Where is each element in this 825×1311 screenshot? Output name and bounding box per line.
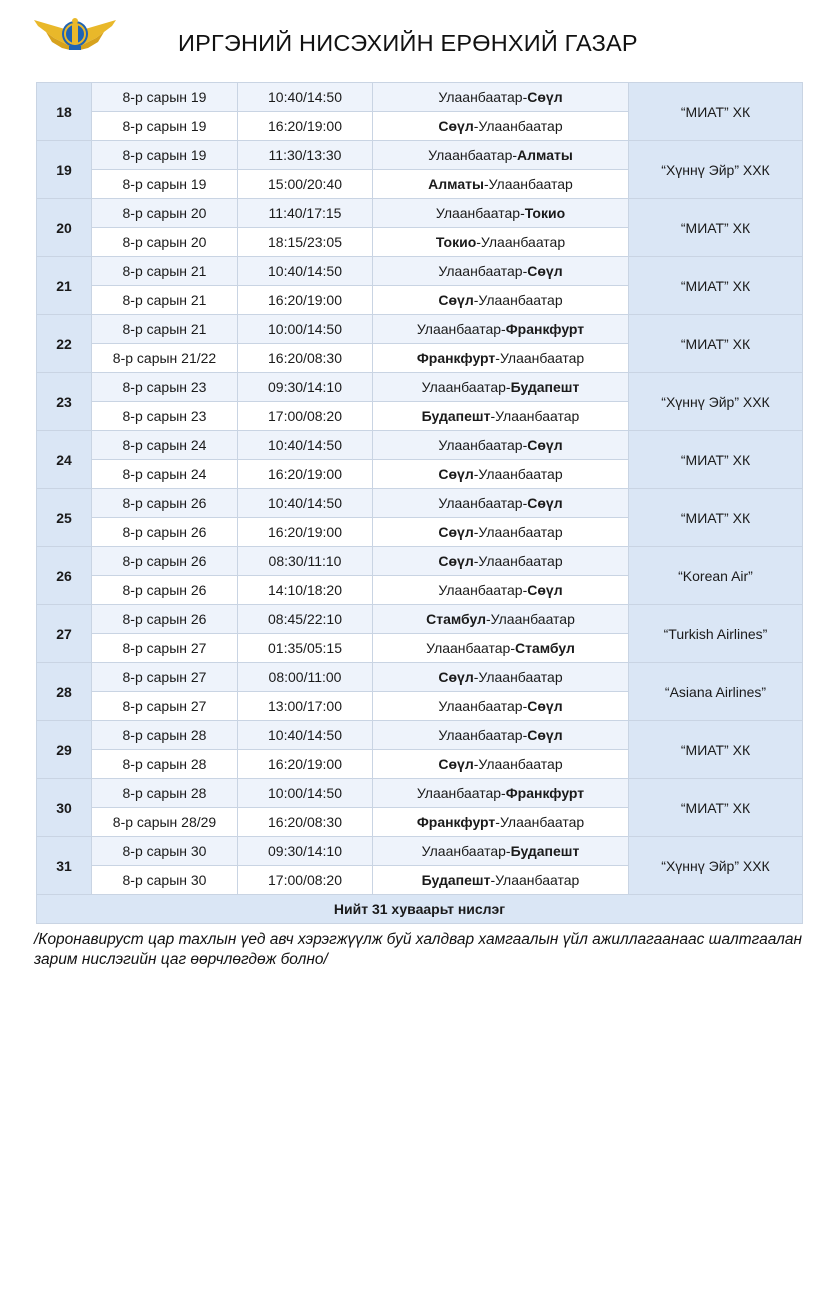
flight-number: 24 [37, 431, 92, 489]
flight-date: 8-р сарын 19 [92, 141, 238, 170]
flight-time: 10:00/14:50 [238, 315, 373, 344]
route-destination: -Улаанбаатар [473, 669, 563, 685]
route-origin: Улаанбаатар- [421, 843, 511, 859]
flight-time: 10:40/14:50 [238, 489, 373, 518]
flight-date: 8-р сарын 28/29 [92, 808, 238, 837]
flight-date: 8-р сарын 27 [92, 634, 238, 663]
flight-time: 16:20/19:00 [238, 460, 373, 489]
flight-time: 17:00/08:20 [238, 402, 373, 431]
airline-name: “МИАТ” ХК [629, 721, 803, 779]
flight-date: 8-р сарын 19 [92, 83, 238, 112]
flight-number: 18 [37, 83, 92, 141]
route-origin: Улаанбаатар- [438, 89, 528, 105]
flight-number: 31 [37, 837, 92, 895]
total-row [37, 895, 803, 924]
route-origin: Сөүл [438, 524, 474, 540]
flight-schedule-table [36, 82, 803, 924]
flight-number: 27 [37, 605, 92, 663]
route-destination: Сөүл [527, 727, 563, 743]
civil-aviation-emblem-icon [32, 12, 118, 60]
flight-route [373, 460, 629, 489]
airline-name: “Asiana Airlines” [629, 663, 803, 721]
flight-date: 8-р сарын 21 [92, 315, 238, 344]
route-destination: Сөүл [527, 582, 563, 598]
route-origin: Улаанбаатар- [438, 582, 528, 598]
flight-number: 21 [37, 257, 92, 315]
flight-date: 8-р сарын 19 [92, 170, 238, 199]
route-destination: Будапешт [510, 843, 580, 859]
flight-date: 8-р сарын 19 [92, 112, 238, 141]
airline-name: “Хүннү Эйр” ХХК [629, 373, 803, 431]
airline-name: “МИАТ” ХК [629, 257, 803, 315]
route-origin: Алматы [428, 176, 484, 192]
flight-time: 10:00/14:50 [238, 779, 373, 808]
route-destination: -Улаанбаатар [473, 118, 563, 134]
route-destination: -Улаанбаатар [495, 814, 585, 830]
flight-route [373, 228, 629, 257]
flight-leg-row [37, 663, 803, 692]
flight-leg-row [37, 779, 803, 808]
airline-name: “МИАТ” ХК [629, 779, 803, 837]
flight-leg-row [37, 141, 803, 170]
route-origin: Сөүл [438, 669, 474, 685]
route-origin: Сөүл [438, 756, 474, 772]
flight-time: 16:20/08:30 [238, 344, 373, 373]
flight-time: 16:20/08:30 [238, 808, 373, 837]
route-destination: Алматы [517, 147, 573, 163]
flight-date: 8-р сарын 28 [92, 750, 238, 779]
route-destination: Сөүл [527, 263, 563, 279]
route-origin: Улаанбаатар- [438, 437, 528, 453]
route-destination: Сөүл [527, 698, 563, 714]
route-destination: -Улаанбаатар [473, 466, 563, 482]
route-destination: -Улаанбаатар [473, 524, 563, 540]
flight-route [373, 315, 629, 344]
airline-name: “Хүннү Эйр” ХХК [629, 837, 803, 895]
flight-date: 8-р сарын 30 [92, 837, 238, 866]
route-origin: Токио [435, 234, 477, 250]
airline-name: “Хүннү Эйр” ХХК [629, 141, 803, 199]
airline-name: “МИАТ” ХК [629, 489, 803, 547]
flight-date: 8-р сарын 28 [92, 779, 238, 808]
flight-leg-row [37, 605, 803, 634]
route-origin: Улаанбаатар- [438, 727, 528, 743]
flight-route [373, 750, 629, 779]
flight-leg-row [37, 257, 803, 286]
flight-time: 10:40/14:50 [238, 257, 373, 286]
route-destination: -Улаанбаатар [476, 234, 566, 250]
route-origin: Улаанбаатар- [416, 321, 506, 337]
flight-date: 8-р сарын 26 [92, 518, 238, 547]
route-destination: -Улаанбаатар [473, 553, 563, 569]
flight-time: 01:35/05:15 [238, 634, 373, 663]
route-origin: Будапешт [421, 408, 491, 424]
route-destination: Токио [524, 205, 566, 221]
flight-time: 18:15/23:05 [238, 228, 373, 257]
flight-time: 16:20/19:00 [238, 112, 373, 141]
flight-route [373, 431, 629, 460]
route-origin: Улаанбаатар- [435, 205, 525, 221]
flight-number: 23 [37, 373, 92, 431]
flight-route [373, 663, 629, 692]
total-label: Нийт 31 хуваарьт нислэг [37, 895, 803, 924]
flight-route [373, 547, 629, 576]
flight-date: 8-р сарын 24 [92, 460, 238, 489]
flight-route [373, 489, 629, 518]
flight-date: 8-р сарын 27 [92, 692, 238, 721]
route-destination: -Улаанбаатар [473, 756, 563, 772]
flight-route [373, 576, 629, 605]
flight-date: 8-р сарын 23 [92, 373, 238, 402]
flight-time: 11:30/13:30 [238, 141, 373, 170]
flight-leg-row [37, 431, 803, 460]
flight-date: 8-р сарын 30 [92, 866, 238, 895]
flight-date: 8-р сарын 21 [92, 257, 238, 286]
flight-leg-row [37, 83, 803, 112]
flight-route [373, 605, 629, 634]
flight-route [373, 402, 629, 431]
flight-time: 10:40/14:50 [238, 721, 373, 750]
route-origin: Улаанбаатар- [426, 640, 515, 656]
flight-route [373, 373, 629, 402]
flight-time: 08:45/22:10 [238, 605, 373, 634]
flight-time: 16:20/19:00 [238, 750, 373, 779]
route-origin: Франкфурт [416, 350, 496, 366]
route-origin: Стамбул [426, 611, 486, 627]
flight-date: 8-р сарын 20 [92, 228, 238, 257]
airline-name: “МИАТ” ХК [629, 315, 803, 373]
flight-time: 10:40/14:50 [238, 83, 373, 112]
flight-route [373, 634, 629, 663]
flight-number: 19 [37, 141, 92, 199]
airline-name: “Korean Air” [629, 547, 803, 605]
route-destination: Франкфурт [505, 785, 585, 801]
flight-route [373, 141, 629, 170]
route-destination: -Улаанбаатар [490, 872, 580, 888]
flight-number: 25 [37, 489, 92, 547]
flight-time: 13:00/17:00 [238, 692, 373, 721]
flight-route [373, 344, 629, 373]
flight-time: 16:20/19:00 [238, 286, 373, 315]
flight-number: 20 [37, 199, 92, 257]
flight-date: 8-р сарын 26 [92, 489, 238, 518]
route-origin: Франкфурт [416, 814, 496, 830]
flight-route [373, 199, 629, 228]
flight-leg-row [37, 547, 803, 576]
flight-date: 8-р сарын 20 [92, 199, 238, 228]
flight-time: 17:00/08:20 [238, 866, 373, 895]
flight-route [373, 721, 629, 750]
flight-route [373, 692, 629, 721]
flight-date: 8-р сарын 26 [92, 547, 238, 576]
airline-name: “Turkish Airlines” [629, 605, 803, 663]
flight-date: 8-р сарын 28 [92, 721, 238, 750]
route-destination: Будапешт [510, 379, 580, 395]
flight-route [373, 170, 629, 199]
flight-leg-row [37, 721, 803, 750]
flight-date: 8-р сарын 23 [92, 402, 238, 431]
route-origin: Сөүл [438, 553, 474, 569]
flight-time: 08:00/11:00 [238, 663, 373, 692]
flight-route [373, 866, 629, 895]
flight-route [373, 837, 629, 866]
route-origin: Улаанбаатар- [416, 785, 506, 801]
route-destination: -Улаанбаатар [483, 176, 573, 192]
flight-time: 14:10/18:20 [238, 576, 373, 605]
flight-leg-row [37, 837, 803, 866]
flight-leg-row [37, 373, 803, 402]
flight-leg-row [37, 199, 803, 228]
flight-time: 11:40/17:15 [238, 199, 373, 228]
flight-route [373, 112, 629, 141]
route-destination: -Улаанбаатар [495, 350, 585, 366]
flight-leg-row [37, 489, 803, 518]
flight-time: 15:00/20:40 [238, 170, 373, 199]
flight-route [373, 518, 629, 547]
flight-time: 10:40/14:50 [238, 431, 373, 460]
route-origin: Сөүл [438, 292, 474, 308]
flight-time: 09:30/14:10 [238, 373, 373, 402]
route-origin: Улаанбаатар- [438, 495, 528, 511]
flight-time: 08:30/11:10 [238, 547, 373, 576]
page-title: ИРГЭНИЙ НИСЭХИЙН ЕРӨНХИЙ ГАЗАР [178, 30, 638, 56]
flight-route [373, 286, 629, 315]
flight-route [373, 779, 629, 808]
schedule-note: /Коронавируст цар тахлын үед авч хэрэгжүүлж буй халдвар хамгаалын үйл ажиллагаанаас шалтгаалан зарим нислэгийн цаг өөрчлөгдөж болно/ [34, 931, 803, 968]
airline-name: “МИАТ” ХК [629, 199, 803, 257]
route-destination: -Улаанбаатар [473, 292, 563, 308]
flight-date: 8-р сарын 27 [92, 663, 238, 692]
flight-date: 8-р сарын 26 [92, 605, 238, 634]
route-destination: -Улаанбаатар [486, 611, 575, 627]
flight-number: 22 [37, 315, 92, 373]
airline-name: “МИАТ” ХК [629, 431, 803, 489]
flight-number: 30 [37, 779, 92, 837]
flight-date: 8-р сарын 21/22 [92, 344, 238, 373]
route-origin: Сөүл [438, 118, 474, 134]
route-origin: Улаанбаатар- [438, 263, 528, 279]
flight-number: 28 [37, 663, 92, 721]
route-destination: Стамбул [515, 640, 575, 656]
flight-time: 09:30/14:10 [238, 837, 373, 866]
flight-number: 26 [37, 547, 92, 605]
flight-time: 16:20/19:00 [238, 518, 373, 547]
route-origin: Сөүл [438, 466, 474, 482]
page-header [0, 0, 825, 80]
route-destination: Сөүл [527, 89, 563, 105]
flight-route [373, 257, 629, 286]
flight-date: 8-р сарын 26 [92, 576, 238, 605]
flight-route [373, 83, 629, 112]
flight-route [373, 808, 629, 837]
airline-name: “МИАТ” ХК [629, 83, 803, 141]
route-destination: Франкфурт [505, 321, 585, 337]
flight-number: 29 [37, 721, 92, 779]
route-destination: Сөүл [527, 437, 563, 453]
flight-date: 8-р сарын 24 [92, 431, 238, 460]
route-origin: Улаанбаатар- [428, 147, 518, 163]
route-origin: Улаанбаатар- [421, 379, 511, 395]
flight-date: 8-р сарын 21 [92, 286, 238, 315]
route-destination: -Улаанбаатар [490, 408, 580, 424]
route-origin: Будапешт [421, 872, 491, 888]
route-origin: Улаанбаатар- [438, 698, 528, 714]
route-destination: Сөүл [527, 495, 563, 511]
flight-leg-row [37, 315, 803, 344]
